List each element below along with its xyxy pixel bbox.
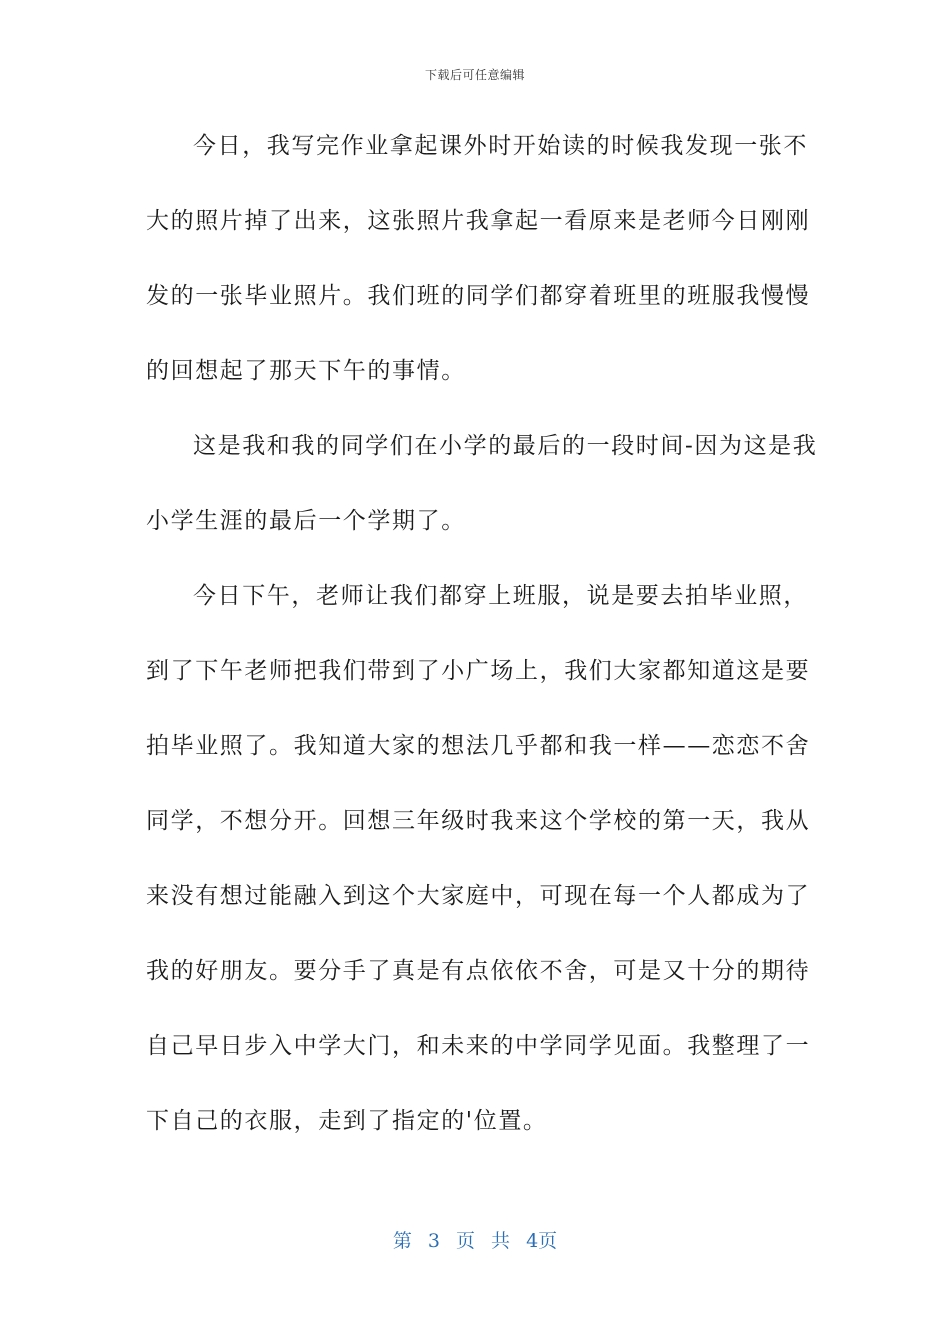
text-line: 发的一张毕业照片。我们班的同学们都穿着班里的班服我慢慢 bbox=[146, 283, 811, 309]
paragraph-1 bbox=[146, 122, 811, 422]
text-line: 到了下午老师把我们带到了小广场上，我们大家都知道这是要 bbox=[146, 658, 811, 684]
text-line: 我的好朋友。要分手了真是有点依依不舍，可是又十分的期待 bbox=[146, 958, 811, 984]
text-line: 来没有想过能融入到这个大家庭中，可现在每一个人都成为了 bbox=[146, 883, 811, 909]
page-number-footer: 第 3 页 共 4页 bbox=[392, 1230, 558, 1252]
text-line: 的回想起了那天下午的事情。 bbox=[146, 358, 466, 384]
text-line: 这是我和我的同学们在小学的最后的一段时间-因为这是我 bbox=[193, 433, 818, 459]
text-line: 今日下午，老师让我们都穿上班服，说是要去拍毕业照， bbox=[193, 583, 808, 609]
page-header: 下载后可任意编辑 bbox=[424, 68, 525, 82]
text-line: 小学生涯的最后一个学期了。 bbox=[146, 508, 466, 534]
paragraph-2 bbox=[146, 422, 818, 572]
text-line: 同学，不想分开。回想三年级时我来这个学校的第一天，我从 bbox=[146, 808, 811, 834]
text-line: 拍毕业照了。我知道大家的想法几乎都和我一样——恋恋不舍 bbox=[146, 733, 811, 759]
text-line: 今日，我写完作业拿起课外时开始读的时候我发现一张不 bbox=[193, 133, 808, 159]
text-line: 大的照片掉了出来，这张照片我拿起一看原来是老师今日刚刚 bbox=[146, 208, 811, 234]
paragraph-3 bbox=[146, 572, 811, 1172]
document-body bbox=[146, 122, 818, 1172]
text-line: 下自己的衣服，走到了指定的'位置。 bbox=[146, 1108, 548, 1134]
text-line: 自己早日步入中学大门，和未来的中学同学见面。我整理了一 bbox=[146, 1033, 811, 1059]
